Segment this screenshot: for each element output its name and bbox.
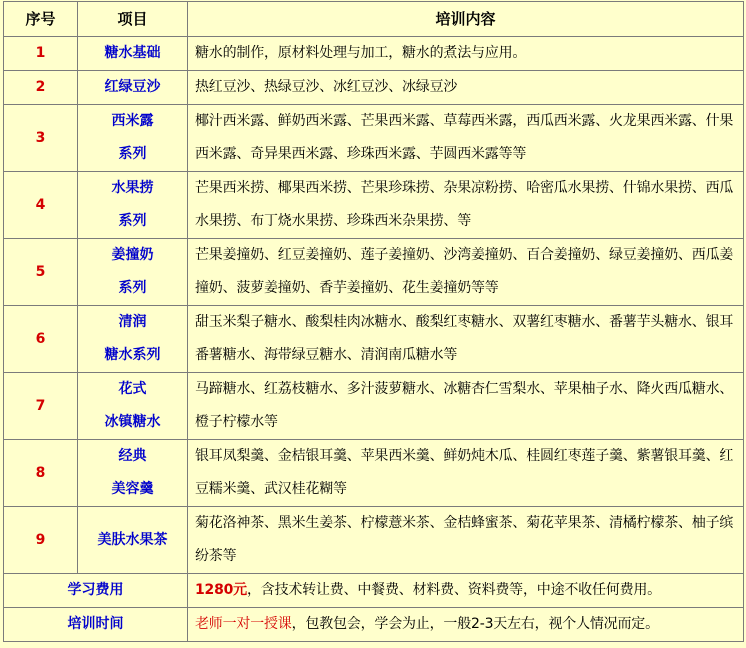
row-number: 5 <box>4 239 78 306</box>
header-no: 序号 <box>4 2 78 37</box>
header-row <box>4 2 744 37</box>
row-item <box>78 239 188 306</box>
header-content: 培训内容 <box>188 2 744 37</box>
row-item <box>78 306 188 373</box>
row-number: 1 <box>4 37 78 71</box>
row-content: 甜玉米梨子糖水、酸梨桂肉冰糖水、酸梨红枣糖水、双薯红枣糖水、番薯芋头糖水、银耳番薯糖水、海带绿豆糖水、清润南瓜糖水等 <box>188 306 744 373</box>
row-content: 糖水的制作，原材料处理与加工，糖水的煮法与应用。 <box>188 37 744 71</box>
row-content: 芒果西米捞、椰果西米捞、芒果珍珠捞、杂果凉粉捞、哈密瓜水果捞、什锦水果捞、西瓜水果捞、布丁烧水果捞、珍珠西米杂果捞、等 <box>188 172 744 239</box>
item-line: 西米露 <box>111 113 154 129</box>
item-line: 冰镇糖水 <box>104 414 161 430</box>
table-row <box>4 172 744 239</box>
header-item: 项目 <box>78 2 188 37</box>
row-item <box>78 507 188 574</box>
table-row <box>4 71 744 105</box>
row-number: 6 <box>4 306 78 373</box>
row-item <box>78 37 188 71</box>
time-detail: ，包教包会，学会为止，一般2-3天左右，视个人情况而定。 <box>291 616 659 632</box>
row-content: 马蹄糖水、红荔枝糖水、多汁菠萝糖水、冰糖杏仁雪梨水、苹果柚子水、降火西瓜糖水、橙子柠檬水等 <box>188 373 744 440</box>
row-number: 3 <box>4 105 78 172</box>
row-content: 银耳凤梨羹、金桔银耳羹、苹果西米羹、鲜奶炖木瓜、桂圆红枣莲子羹、紫薯银耳羹、红豆糯米羹、武汉桂花糊等 <box>188 440 744 507</box>
time-highlight: 老师一对一授课 <box>195 616 292 632</box>
row-number: 9 <box>4 507 78 574</box>
table-row <box>4 37 744 71</box>
time-label: 培训时间 <box>4 608 188 642</box>
item-line: 美肤水果茶 <box>97 531 168 548</box>
row-item <box>78 172 188 239</box>
time-row <box>4 608 744 642</box>
fee-detail: ，含技术转让费、中餐费、材料费、资料费等，中途不收任何费用。 <box>246 582 661 598</box>
course-table <box>3 1 744 642</box>
item-line: 红绿豆沙 <box>104 79 161 95</box>
row-content: 菊花洛神茶、黑米生姜茶、柠檬薏米茶、金桔蜂蜜茶、菊花苹果茶、清橘柠檬茶、柚子缤纷茶等 <box>188 507 744 574</box>
item-line: 系列 <box>118 280 147 296</box>
fee-content <box>188 574 744 608</box>
item-line: 糖水系列 <box>104 347 161 363</box>
item-line: 美容羹 <box>111 481 154 497</box>
table-row <box>4 440 744 507</box>
item-line: 花式 <box>118 381 147 397</box>
table-row <box>4 507 744 574</box>
fee-label: 学习费用 <box>4 574 188 608</box>
item-line: 清润 <box>118 314 147 330</box>
row-number: 8 <box>4 440 78 507</box>
row-content: 热红豆沙、热绿豆沙、冰红豆沙、冰绿豆沙 <box>188 71 744 105</box>
row-number: 2 <box>4 71 78 105</box>
table-row <box>4 239 744 306</box>
fee-row <box>4 574 744 608</box>
item-line: 系列 <box>118 146 147 162</box>
fee-amount: 1280元 <box>195 582 247 598</box>
item-line: 姜撞奶 <box>111 247 154 263</box>
row-item <box>78 440 188 507</box>
table-row <box>4 105 744 172</box>
table-row <box>4 373 744 440</box>
item-line: 经典 <box>118 448 147 464</box>
row-content: 芒果姜撞奶、红豆姜撞奶、莲子姜撞奶、沙湾姜撞奶、百合姜撞奶、绿豆姜撞奶、西瓜姜撞奶、菠萝姜撞奶、香芋姜撞奶、花生姜撞奶等等 <box>188 239 744 306</box>
row-item <box>78 71 188 105</box>
item-line: 系列 <box>118 213 147 229</box>
row-number: 4 <box>4 172 78 239</box>
row-content: 椰汁西米露、鲜奶西米露、芒果西米露、草莓西米露，西瓜西米露、火龙果西米露、什果西米露、奇异果西米露、珍珠西米露、芋圆西米露等等 <box>188 105 744 172</box>
time-content <box>188 608 744 642</box>
table-row <box>4 306 744 373</box>
row-number: 7 <box>4 373 78 440</box>
item-line: 水果捞 <box>111 180 154 196</box>
row-item <box>78 105 188 172</box>
row-item <box>78 373 188 440</box>
item-line: 糖水基础 <box>104 45 161 61</box>
